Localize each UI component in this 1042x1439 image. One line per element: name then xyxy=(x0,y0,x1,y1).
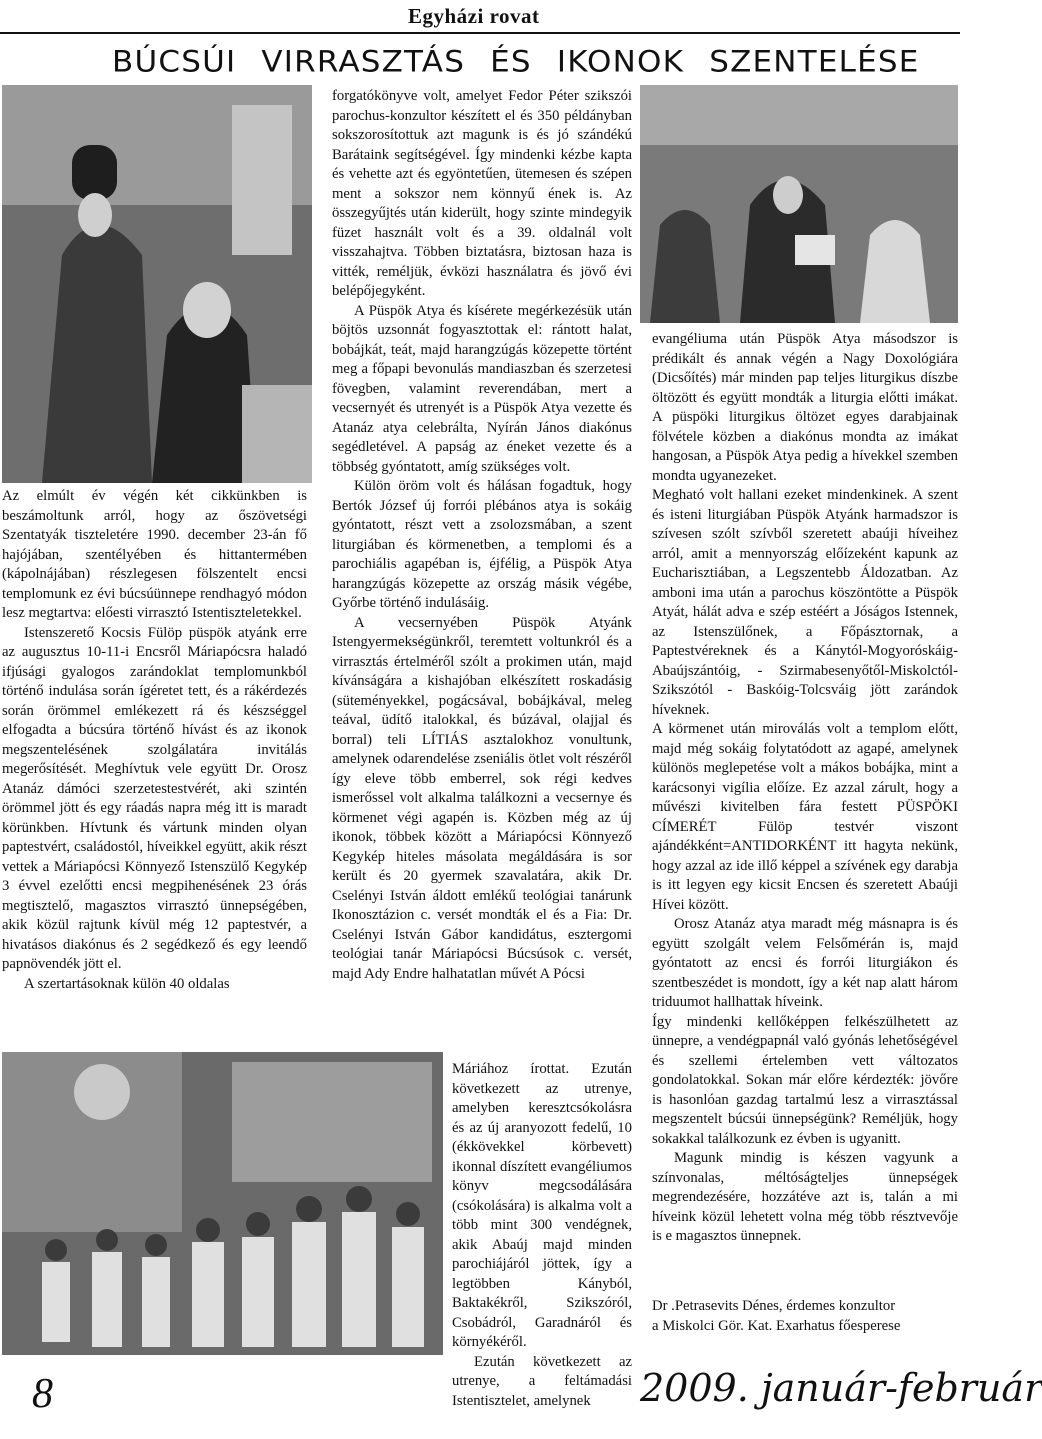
section-title: Egyházi rovat xyxy=(408,4,540,28)
article-title: BÚCSÚI VIRRASZTÁS ÉS IKONOK SZENTELÉSE xyxy=(112,44,920,80)
paragraph: A szertartásoknak külön 40 oldalas xyxy=(24,975,230,992)
column-left xyxy=(2,487,307,994)
signature-line: a Miskolci Gör. Kat. Exarhatus főesperese xyxy=(652,1317,901,1334)
paragraph: forgatókönyve volt, amelyet Fedor Péter szikszói parochus-konzultor készített el és 350 példányban sokszorosítottuk azt magunk is és jó szándékú Barátaink segítségével. Így mindenki kézbe kapta és vehette azt és egyöntetűen, ütemesen és szépen ment a sokszor nem könnyű ének is. Az összegyűjtés után kiderült, hogy szinte mindegyik füzet használt volt és a 39. oldalnál volt visszahajtva. Többen biztatásra, biztosan haza is vitték, reméljük, évközi használatra és jövő évi belépőjegyként. xyxy=(332,88,632,299)
paragraph: Istenszerető Kocsis Fülöp püspök atyánk erre az augusztus 10-11-i Encsről Máriapócsra haladó ifjúsági gyalogos zarándoklat templomunkból történő indulása során ígéretet tett, és a rákérdezés során örömmel emlékezett rá és készséggel elfogadta a búcsúra történő hívást és az ikonok megszentelésének szolgálatára invitálás megerősítését. Meghívtuk vele együtt Dr. Orosz Atanáz dámóci szerzetestestvérét, aki szintén örömmel jött és egy ráadás napra még itt is maradt körünkben. Hívtunk és vártunk minden olyan paptestvért, családostól, híveikkel együtt, akik részt vettek a Máriapócsi Könnyező Istenszülő Kegykép 3 évvel ezelőtti encsi megpihenésének 23 órás megtisztelő, magasztos virrasztó ünnepségében, akik közül rajtunk kívül még 12 paptestvér, a hivatásos diakónus és 2 segédkező és egy leendő papnövendék jött el. xyxy=(2,624,307,972)
paragraph: Ezután következett az utrenye, a feltámadási Istentisztelet, amelynek xyxy=(452,1353,632,1409)
paragraph: Máriához írottat. Ezután következett az utrenye, amelyben keresztcsókolásra és az új aranyozott fedelű, 10 (ékkövekkel körbevett) ikonnal díszített evangéliumos könyv megcsodálására (csókolására) is alkalma volt a több mint 300 vendégnek, akik Abaúj majd minden parochiájáról jöttek, így a legtöbben Kányból, Baktakékről, Szikszóról, Csobádról, Garadnáról és környékéről. xyxy=(452,1061,632,1350)
paragraph: A vecsernyében Püspök Atyánk Istengyermekségünkről, teremtett voltunkról és a virrasztás értelméről szólt a prokimen után, majd kívánságára a kishajóban elkészített roskadásig (süteményekkel, pogácsával, bobájkával, meleg teával, üdítő italokkal, és búzával, olajjal és borral) teli LÍTIÁS asztalokhoz vonultunk, amelynek odarendelése zseniális ötlet volt részéről így eleve több emberrel, sok régi kedves ismerőssel volt alkalma találkozni a vecsernye és körmenet végi agapén is. Közben még az új ikonok, többek között a Máriapócsi Könnyező Kegykép hiteles másolata megáldására is sor került és 20 gyermek szavalatára, akik Dr. Cselényi István áldott emlékű teológiai tanárunk Ikonosztázion c. versét mondták el és a Fia: Dr. Cselényi István Gábor kandidátus, esztergomi teológiai tanár Máriapócsi Búcsúsok c. versét, majd Ady Endre halhatatlan művét A Pócsi xyxy=(332,614,632,982)
column-middle xyxy=(332,87,632,984)
paragraph: Így mindenki kellőképpen felkészülhetett az ünnepre, a vendégpapnál való gyónás lehetőségével és szellemi értelemben vett változatos gondolatokkal. Sokan már előre kérdezték: jövőre is hasonlóan gazdag tartalmú lesz a virrasztással megszentelt búcsúi ünnepségünk? Reméljük, hogy sokakkal találkozunk ez évben is ugyanitt. xyxy=(652,1013,958,1147)
page-number: 8 xyxy=(32,1371,53,1417)
photo-clergy xyxy=(640,85,958,323)
issue-date: 2009. január-február xyxy=(640,1366,1042,1410)
paragraph: Magunk mindig is készen vagyunk a színvonalas, méltóságteljes ünnepségek megrendezésére, hozzátéve azt is, talán a mi híveink közül lehetett volna még több résztvevője is e magasztos ünnepnek. xyxy=(652,1150,958,1244)
paragraph: evangéliuma után Püspök Atya másodszor is prédikált és annak végén a Nagy Doxológiára (Dicsőítés) már minden pap teljes liturgikus díszbe öltözött és együtt mondták a liturgia előtti imákat. A püspöki liturgikus öltözet egyes darabjainak fölvétele közben a diakónus mondta az imákat hangosan, a Püspök Atya pedig a hívekkel szemben mondta ugyanezeket. xyxy=(652,331,958,484)
signature-line: Dr .Petrasevits Dénes, érdemes konzultor xyxy=(652,1298,896,1314)
header-rule xyxy=(0,32,960,34)
column-right xyxy=(652,330,958,1247)
paragraph: Orosz Atanáz atya maradt még másnapra is és együtt szolgált velem Felsőmérán is, majd gyóntatott az encsi és forrói liturgiákon és szentbeszédet is mondott, így a két nap alatt három triduumot hallhattak híveink. xyxy=(652,916,958,1010)
photo-bishop-and-priest xyxy=(2,85,312,483)
column-middle-narrow xyxy=(452,1060,632,1411)
paragraph: A Püspök Atya és kísérete megérkezésük után böjtös uzsonnát fogyasztottak el: rántott halat, bobájkát, teát, majd harangzúgás közepette történt meg a főpapi bevonulás mandiaszban és szerzetesi fövegben, valamint reverendában, mert a vecsernyét és utrenyét is a Püspök Atya vezette és Atanáz atya celebrálta, Nyírán János diakónus segédletével. A papság az éneket vezette és a többség gyóntatott, amíg szükséges volt. xyxy=(332,302,632,475)
signature xyxy=(652,1297,958,1336)
photo-children-reciting xyxy=(2,1052,443,1355)
paragraph: A körmenet után miroválás volt a templom előtt, majd még sokáig folytatódott az agapé, amelynek különös meglepetése volt a mákos bobájka, mint a karácsonyi vigília előíze. Ez azzal zárult, hogy a művészi kivitelben fára festett PÜSPÖKI CÍMERÉT Fülöp testvér viszont ajándékként=ANTIDORKÉNT itt hagyta nekünk, hogy azzal az ide illő képpel a szívének egy darabja is itt legyen egy kicsit Encsen és szeretett Abaúji Hívei között. xyxy=(652,721,958,913)
paragraph: Külön öröm volt és hálásan fogadtuk, hogy Bertók József új forrói plébános atya is sokáig gyóntatott, részt vett a zsolozsmában, a szent liturgiában és körmenetben, a templomi és a parochiális agapéban is, éjfélig, a Püspök Atya harangzúgás közepette az ország másik végébe, Győrbe történő indulásáig. xyxy=(332,478,632,611)
paragraph: Az elmúlt év végén két cikkünkben is beszámoltunk arról, hogy az őszövetségi Szentatyák tiszteletére 1990. december 23-án fő hajójában, szentélyében és hittantermében (kápolnájában) részlegesen fölszentelt encsi templomunk ez évi búcsúünnepe rendhagyó módon lesz megtartva: előesti virrasztó Istentiszteletekkel. xyxy=(2,488,307,621)
paragraph: Megható volt hallani ezeket mindenkinek. A szent és isteni liturgiában Püspök Atyánk harmadszor is szívesen szólt szívből szeretett abaúji híveihez arról, amit a mennyország előízeként kapunk az Eucharisztiában, a Legszentebb Áldozatban. Az amboni ima után a parochus köszöntötte a Püspök Atyát, hálát adva e szép estéért a Jóságos Istennek, az Istenszülőnek, a Főpásztornak, a Paptestvéreknek és a Kánytól-Mogyoróskáig-Abaújszántóig, - Szirmabesenyőtől-Miskolctól-Szikszótól - Baskóig-Tolcsváig jött zarándok híveknek. xyxy=(652,487,958,718)
